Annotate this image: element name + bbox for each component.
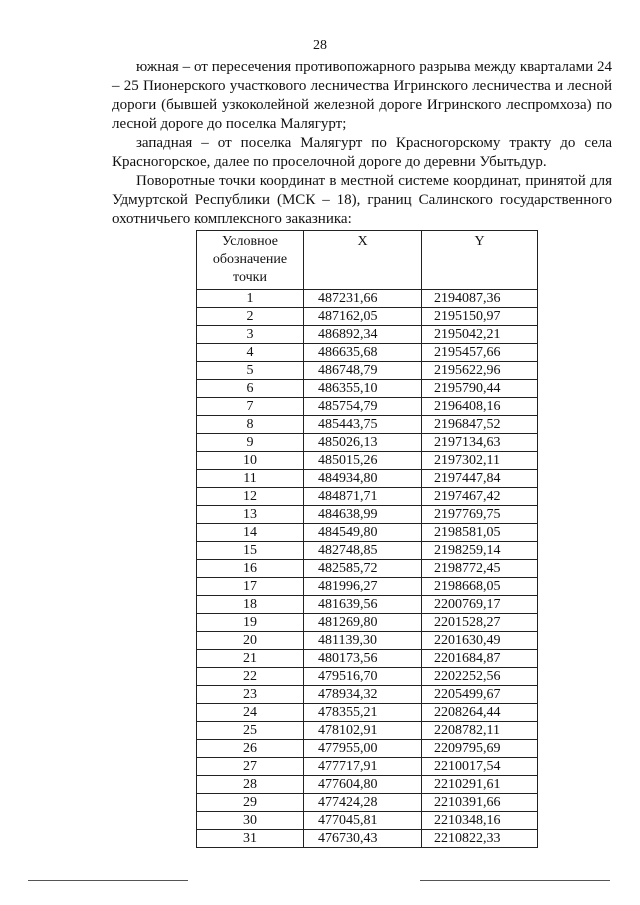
table-row [197, 704, 538, 722]
table-row [197, 488, 538, 506]
x-value-cell: 478102,91 [304, 722, 422, 740]
x-value-cell: 482748,85 [304, 542, 422, 560]
point-number-cell: 11 [197, 470, 304, 488]
table-row [197, 362, 538, 380]
y-value-cell: 2209795,69 [422, 740, 538, 758]
x-value-cell: 486892,34 [304, 326, 422, 344]
point-number-cell: 2 [197, 308, 304, 326]
paragraph-coordinates-intro: Поворотные точки координат в местной системе координат, принятой для Удмуртской Республики (МСК – 18), границ Салинского государственного охотничьего комплексного заказника: [112, 173, 612, 227]
y-value-cell: 2198259,14 [422, 542, 538, 560]
table-row [197, 794, 538, 812]
point-number-cell: 5 [197, 362, 304, 380]
header-x: X [304, 231, 422, 290]
point-number-cell: 21 [197, 650, 304, 668]
header-y: Y [422, 231, 538, 290]
x-value-cell: 478355,21 [304, 704, 422, 722]
y-value-cell: 2195790,44 [422, 380, 538, 398]
point-number-cell: 25 [197, 722, 304, 740]
point-number-cell: 6 [197, 380, 304, 398]
x-value-cell: 478934,32 [304, 686, 422, 704]
point-number-cell: 26 [197, 740, 304, 758]
point-number-cell: 4 [197, 344, 304, 362]
table-row [197, 740, 538, 758]
y-value-cell: 2195457,66 [422, 344, 538, 362]
point-number-cell: 31 [197, 830, 304, 848]
y-value-cell: 2196847,52 [422, 416, 538, 434]
point-number-cell: 24 [197, 704, 304, 722]
y-value-cell: 2205499,67 [422, 686, 538, 704]
y-value-cell: 2208782,11 [422, 722, 538, 740]
table-body [197, 290, 538, 848]
point-number-cell: 8 [197, 416, 304, 434]
x-value-cell: 481639,56 [304, 596, 422, 614]
point-number-cell: 28 [197, 776, 304, 794]
x-value-cell: 477045,81 [304, 812, 422, 830]
y-value-cell: 2198581,05 [422, 524, 538, 542]
x-value-cell: 477604,80 [304, 776, 422, 794]
table-row [197, 776, 538, 794]
point-number-cell: 30 [197, 812, 304, 830]
y-value-cell: 2210391,66 [422, 794, 538, 812]
page-number: 28 [313, 38, 327, 53]
x-value-cell: 486635,68 [304, 344, 422, 362]
y-value-cell: 2201528,27 [422, 614, 538, 632]
x-value-cell: 481139,30 [304, 632, 422, 650]
table-row [197, 650, 538, 668]
coordinates-table [196, 230, 538, 848]
x-value-cell: 477717,91 [304, 758, 422, 776]
point-number-cell: 7 [197, 398, 304, 416]
point-number-cell: 3 [197, 326, 304, 344]
table-row [197, 542, 538, 560]
x-value-cell: 484549,80 [304, 524, 422, 542]
y-value-cell: 2210348,16 [422, 812, 538, 830]
y-value-cell: 2201630,49 [422, 632, 538, 650]
y-value-cell: 2196408,16 [422, 398, 538, 416]
body-text [112, 58, 612, 229]
y-value-cell: 2197769,75 [422, 506, 538, 524]
table-row [197, 758, 538, 776]
table-row [197, 344, 538, 362]
point-number-cell: 27 [197, 758, 304, 776]
x-value-cell: 477955,00 [304, 740, 422, 758]
table-row [197, 326, 538, 344]
x-value-cell: 476730,43 [304, 830, 422, 848]
point-number-cell: 9 [197, 434, 304, 452]
paragraph-south-boundary: южная – от пересечения противопожарного разрыва между кварталами 24 – 25 Пионерского участкового лесничества Игринского лесничества и лесной дороги (бывшей узкоколейной железной дороге Игринского леспромхоза) по лесной дороге до поселка Малягурт; [112, 59, 612, 132]
x-value-cell: 484934,80 [304, 470, 422, 488]
point-number-cell: 10 [197, 452, 304, 470]
y-value-cell: 2197447,84 [422, 470, 538, 488]
y-value-cell: 2195150,97 [422, 308, 538, 326]
y-value-cell: 2200769,17 [422, 596, 538, 614]
x-value-cell: 485754,79 [304, 398, 422, 416]
table-row [197, 398, 538, 416]
point-number-cell: 16 [197, 560, 304, 578]
y-value-cell: 2194087,36 [422, 290, 538, 308]
y-value-cell: 2202252,56 [422, 668, 538, 686]
table-row [197, 830, 538, 848]
table-header-row [197, 231, 538, 290]
point-number-cell: 13 [197, 506, 304, 524]
table-row [197, 524, 538, 542]
table-row [197, 668, 538, 686]
y-value-cell: 2210822,33 [422, 830, 538, 848]
y-value-cell: 2195622,96 [422, 362, 538, 380]
y-value-cell: 2197302,11 [422, 452, 538, 470]
paragraph-west-boundary: западная – от поселка Малягурт по Красногорскому тракту до села Красногорское, далее по проселочной дороге до деревни Убытьдур. [112, 135, 612, 170]
y-value-cell: 2210017,54 [422, 758, 538, 776]
x-value-cell: 485443,75 [304, 416, 422, 434]
x-value-cell: 484638,99 [304, 506, 422, 524]
point-number-cell: 22 [197, 668, 304, 686]
point-number-cell: 12 [197, 488, 304, 506]
table-row [197, 722, 538, 740]
table-row [197, 290, 538, 308]
point-number-cell: 15 [197, 542, 304, 560]
table-row [197, 434, 538, 452]
table-row [197, 380, 538, 398]
x-value-cell: 479516,70 [304, 668, 422, 686]
footer-rule-right [420, 880, 610, 881]
x-value-cell: 480173,56 [304, 650, 422, 668]
footer-rule-left [28, 880, 188, 881]
point-number-cell: 17 [197, 578, 304, 596]
y-value-cell: 2197467,42 [422, 488, 538, 506]
x-value-cell: 487231,66 [304, 290, 422, 308]
point-number-cell: 20 [197, 632, 304, 650]
table-row [197, 596, 538, 614]
point-number-cell: 14 [197, 524, 304, 542]
x-value-cell: 482585,72 [304, 560, 422, 578]
y-value-cell: 2208264,44 [422, 704, 538, 722]
table-row [197, 578, 538, 596]
x-value-cell: 487162,05 [304, 308, 422, 326]
y-value-cell: 2198668,05 [422, 578, 538, 596]
point-number-cell: 1 [197, 290, 304, 308]
y-value-cell: 2210291,61 [422, 776, 538, 794]
x-value-cell: 485026,13 [304, 434, 422, 452]
table-row [197, 560, 538, 578]
y-value-cell: 2198772,45 [422, 560, 538, 578]
x-value-cell: 481269,80 [304, 614, 422, 632]
table-row [197, 632, 538, 650]
table-row [197, 614, 538, 632]
x-value-cell: 481996,27 [304, 578, 422, 596]
y-value-cell: 2201684,87 [422, 650, 538, 668]
table-row [197, 686, 538, 704]
table-row [197, 452, 538, 470]
table-row [197, 506, 538, 524]
point-number-cell: 29 [197, 794, 304, 812]
point-number-cell: 23 [197, 686, 304, 704]
y-value-cell: 2197134,63 [422, 434, 538, 452]
point-number-cell: 19 [197, 614, 304, 632]
x-value-cell: 485015,26 [304, 452, 422, 470]
table-row [197, 308, 538, 326]
y-value-cell: 2195042,21 [422, 326, 538, 344]
x-value-cell: 486355,10 [304, 380, 422, 398]
point-number-cell: 18 [197, 596, 304, 614]
table-row [197, 416, 538, 434]
table-row [197, 470, 538, 488]
x-value-cell: 484871,71 [304, 488, 422, 506]
header-point-label: Условное обозначение точки [197, 231, 304, 290]
x-value-cell: 477424,28 [304, 794, 422, 812]
x-value-cell: 486748,79 [304, 362, 422, 380]
table-row [197, 812, 538, 830]
